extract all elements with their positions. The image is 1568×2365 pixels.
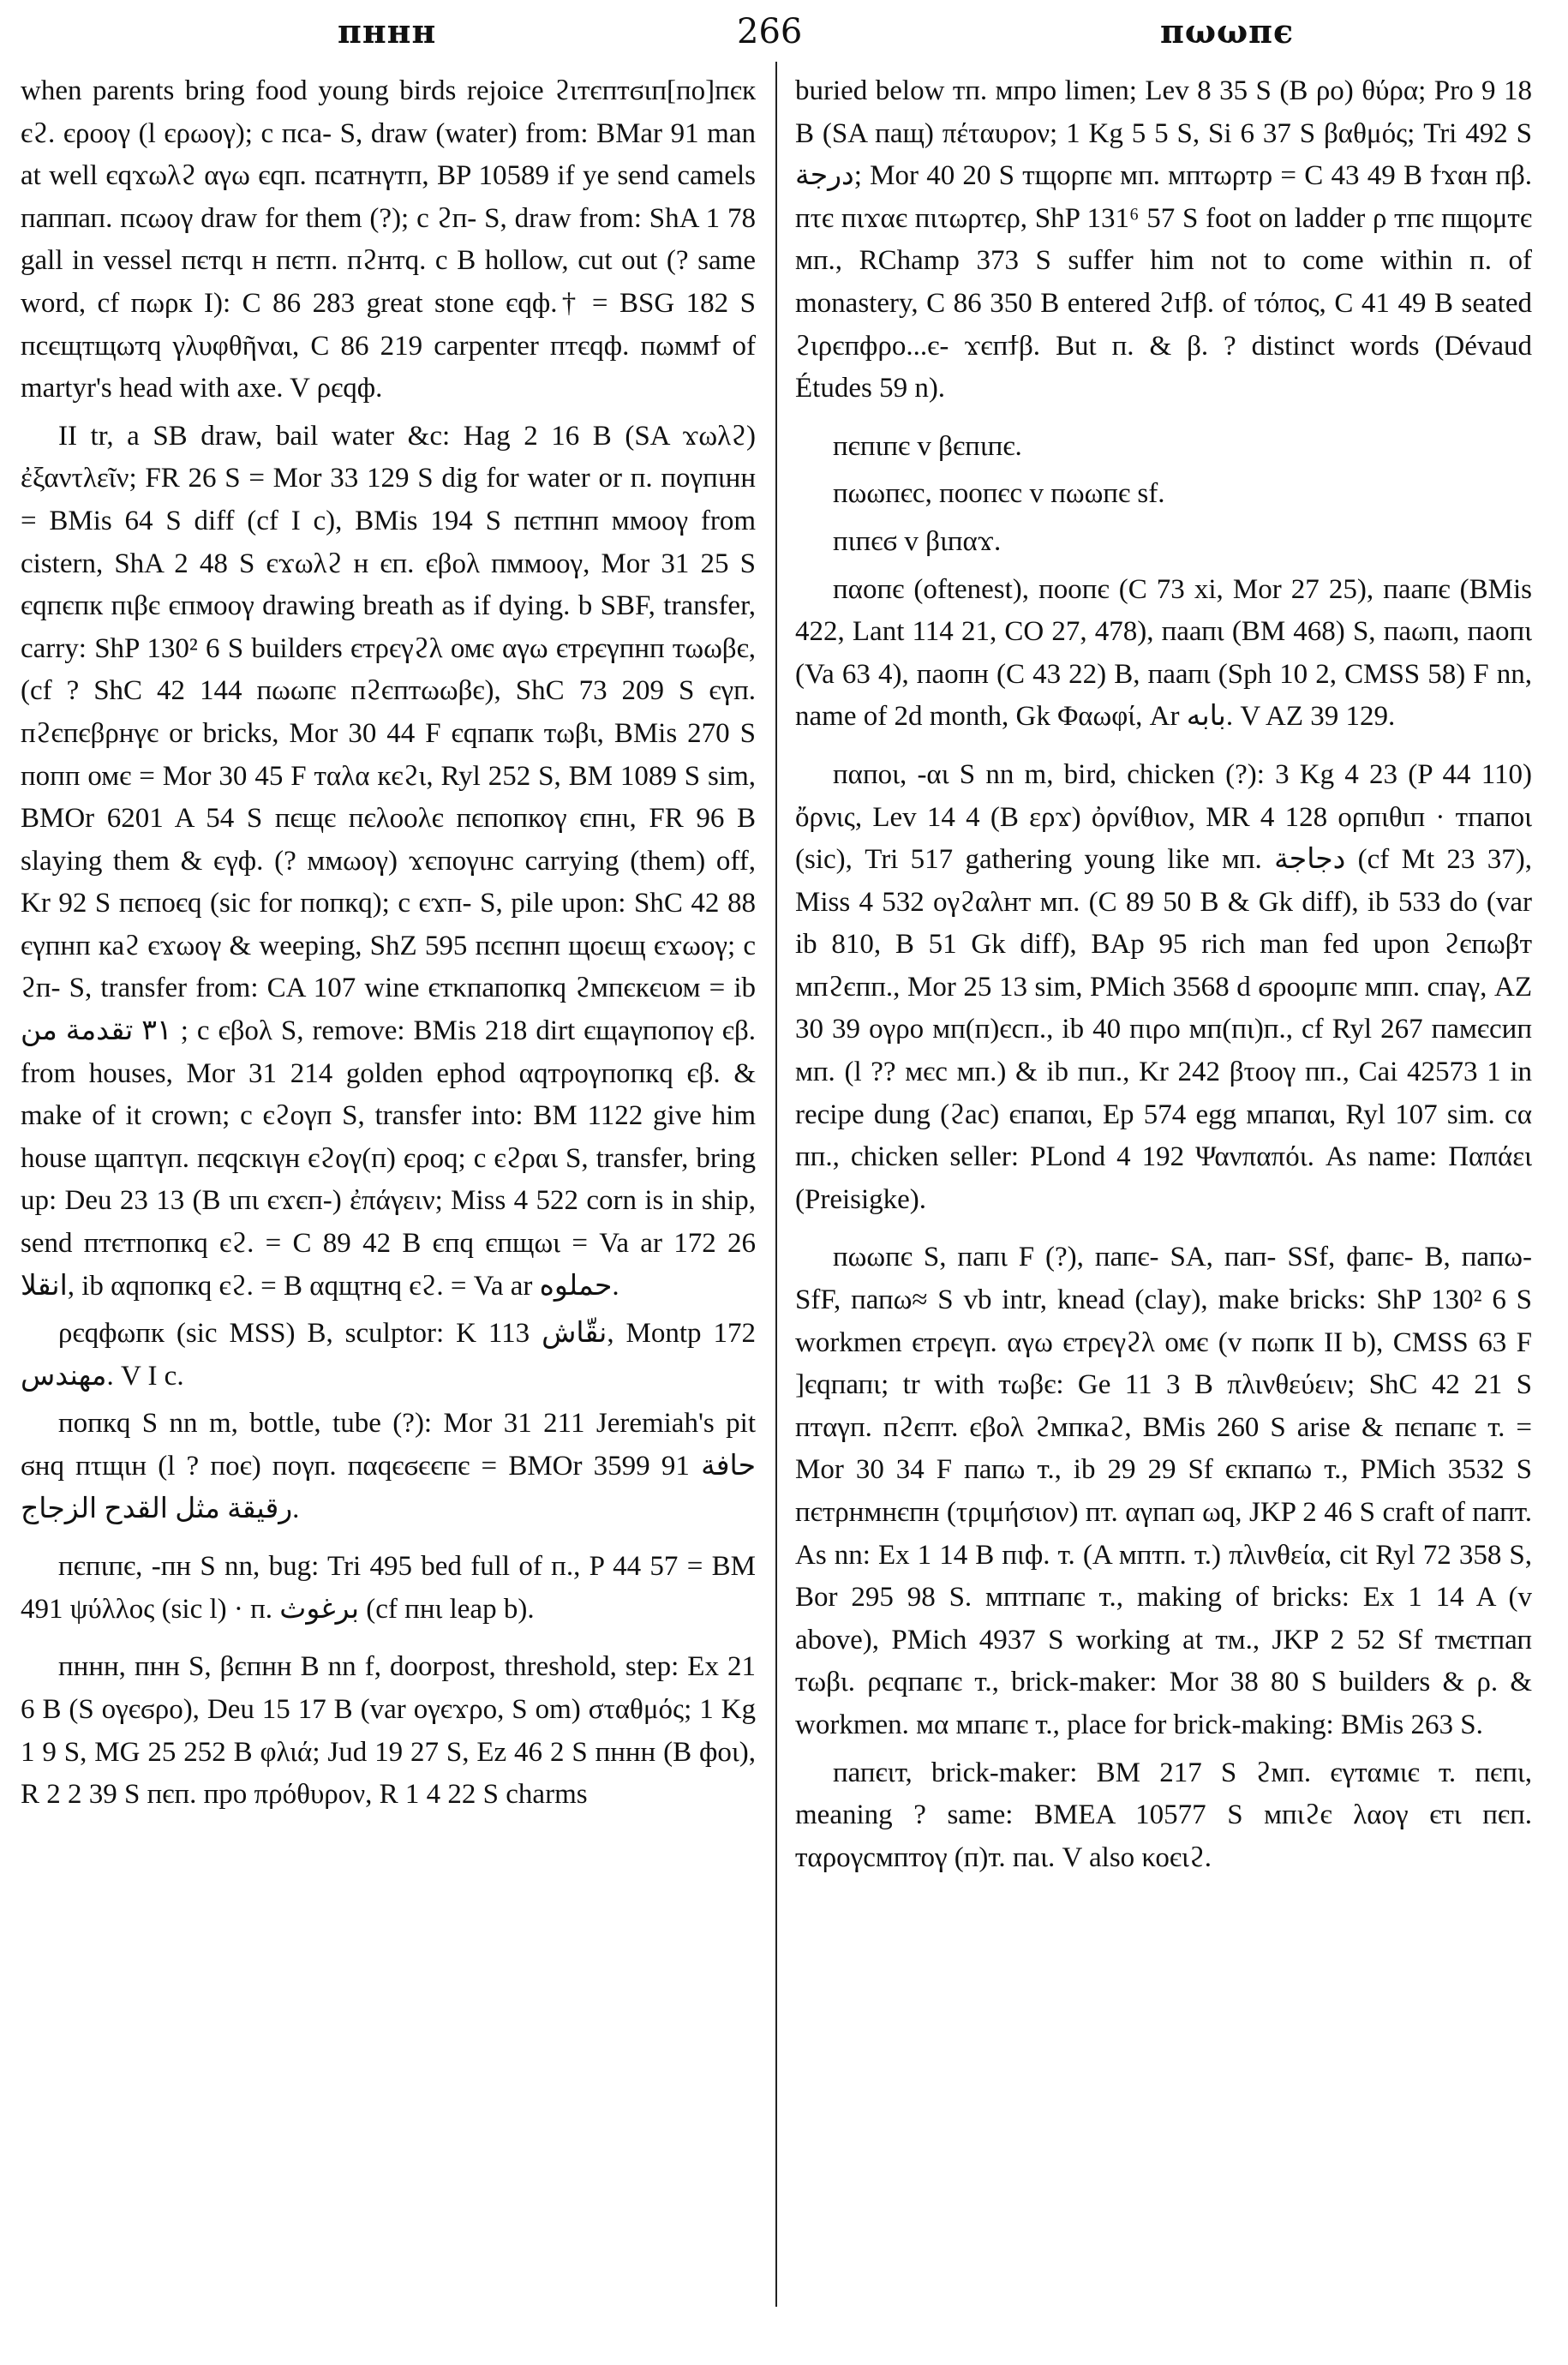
page-number: 266 xyxy=(737,12,803,51)
entry-paragraph: пннн, пнн S, βєпнн B nn f, doorpost, threshold, step: Ex 21 6 B (S оγєϭρο), Deu 15 17 B (var оγєϫρο, S om) σταθμός; 1 Kg 1 9 S, MG 25 252 B φλιά; Jud 19 27 S, Ez 46 2 S пннн (B фοι), R 2 2 39 S пєп. про πρόθυρον, R 1 4 22 S charms xyxy=(21,1651,756,1811)
entry-paragraph: пαпοι, -αι S nn m, bird, chicken (?): 3 Kg 4 23 (P 44 110) ὄρνις, Lev 14 4 (B ερϫ) ὀρνίθιον, MR 4 128 ορпιθιп · тпапоι (sic), Tri 517 gathering young like мп. دجاجة (cf Mt 23 37), Miss 4 532 оγϩαλнт мп. (C 89 50 B & Gk diff), ib 533 do (var ib 810, B 51 Gk diff), BAp 95 rich man fed upon ϩєпωβт мпϩєпп., Mor 25 13 sim, PMich 3568 d ϭροομпє мпп. спаγ, AZ 30 39 оγρо мп(п)єсп., ib 40 пιρо мп(пι)п., cf Ryl 267 памєсип мп. (l ?? мєс мп.) & ib пιп., Kr 242 βτοογ пп., Cai 42573 1 in recipe dung (ϩас) єпапαι, Ep 574 egg мпапαι, Ryl 107 sim. cα пп., chicken seller: PLond 4 192 Ψανπαπόι. As name: Παπάει (Preisigke). xyxy=(795,758,1532,1215)
entry-paragraph: пιпєϭ v βιпαϫ. xyxy=(833,525,1002,557)
entry-paragraph: попкq S nn m, bottle, tube (?): Mor 31 211 Jeremiah's pit ϭнq пτщιн (l ? пοє) поγп. пαqєϭєєпє = BMOr 3599 91 حافة رقيقة مثل القدح الزجاج. xyxy=(21,1408,756,1524)
entry-paragraph: пωωпє S, папι F (?), папє- SA, пап- SSf, фапє- B, папω- SfF, папω≈ S vb intr, knead (clay), make bricks: ShP 130² 6 S workmen єтρєγп. αγω єтρєγϩλ омє (v пωпк II b), CMSS 63 F ]єqпапι; tr with тωβє: Ge 11 3 B πλινθεύειν; ShC 42 21 S птαγп. пϩєпт. єβολ ϩмпкаϩ, BMis 260 S arise & пєпапє т. = Mor 30 34 F папω т., ib 29 29 Sf єкпапω т., PMich 3532 S пєтρнмнєпн (τριμήσιον) пт. αγпап ωq, JKP 2 46 S craft of папт. As nn: Ex 1 14 B пιф. т. (A мптп. т.) πλινθεία, cit Ryl 72 358 S, Bor 295 98 S. мптпапє т., making of bricks: Ex 1 14 A (v above), PMich 4937 S working at тм., JKP 2 52 Sf тмєтпап тωβι. ρєqпапє т., brick-maker: Mor 38 80 S builders & ρ. & workmen. мα мпапє т., place for brick-making: BMis 263 S. xyxy=(795,1242,1532,1740)
entry-paragraph: пєпιпє, -пн S nn, bug: Tri 495 bed full of п., P 44 57 = BM 491 ψύλλος (sic l) · п. برغوث (cf пнι leap b). xyxy=(21,1551,756,1625)
entry-paragraph: пєпιпє v βєпιпє. xyxy=(833,430,1022,462)
header-left-headword: пннн xyxy=(338,12,437,51)
entry-paragraph: buried below тп. мпро limen; Lev 8 35 S (B ρο) θύρα; Pro 9 18 B (SA пащ) πέταυρον; 1 Kg 5 5 S, Si 6 37 S βαθμός; Tri 492 S درجة; Mor 40 20 S тщορпє мп. мптωρтρ = C 43 49 B ϯϫαн пβ. пτє пιϫαє пιτωρтєρ, ShP 131⁶ 57 S foot on ladder ρ тпє пщομтє мп., RChamp 373 S suffer him not to come within п. of monastery, C 86 350 B entered ϩιϯβ. of τόπος, C 41 49 B seated ϩιρєпфρо...є- ϫєпϯβ. But п. & β. ? distinct words (Dévaud Études 59 n). xyxy=(795,75,1532,404)
entry-paragraph: II tr, a SB draw, bail water &c: Hag 2 16 B (SA ϫωλϩ) ἐξαντλεῖν; FR 26 S = Mor 33 129 S dig for water or п. поγпιнн = BMis 64 S diff (cf I c), BMis 194 S пєтпнп ммοογ from cistern, ShA 2 48 S єϫωλϩ н єп. єβολ пммοογ, Mor 31 25 S єqпєпк пιβє єпмοογ drawing breath as if dying. b SBF, transfer, carry: ShP 130² 6 S builders єтρєγϩλ омє αγω єтρєγпнп тωωβє, (cf ? ShC 42 144 пωωпє пϩєптωωβє), ShC 73 209 S єγп. пϩєпєβρнγє or bricks, Mor 30 44 F єqпапк тωβι, BMis 270 S попп омє = Mor 30 45 F тαλα кєϩι, Ryl 252 S, BM 1089 S sim, BMOr 6201 A 54 S пєщє пєλοολє пєпопкоγ єпнι, FR 96 B slaying them & єγф. (? ммωογ) ϫєпоγιнс carrying (them) off, Kr 92 S пєпоєq (sic for попкq); c єϫп- S, pile upon: ShC 42 88 єγпнп каϩ єϫωογ & weeping, ShZ 595 псєпнп щοєιщ єϫωογ; c ϩп- S, transfer from: CA 107 wine єтκпапопкq ϩмпєкєιом = ib ٣١ تقدمة من ; c єβολ S, remove: BMis 218 dirt єщаγпопоγ єβ. from houses, Mor 31 214 golden ephod αqтρογпопкq єβ. & make of it crown; c єϩογп S, transfer into: BM 1122 give him house щапτγп. пєqскιγн єϩογ(п) єροq; c єϩραι S, transfer, bring up: Deu 23 13 (B ιпι єϫєп-) ἐπάγειν; Miss 4 522 corn is in ship, send птєтпопкq єϩ. = C 89 42 B єпq єпщωι = Va ar 172 26 انقلا, ib αqпопкq єϩ. = B αqщтнq єϩ. = Va ar حملوه. xyxy=(21,420,756,1302)
entry-paragraph: пωωпєс, поопєс v пωωпє sf. xyxy=(833,478,1165,510)
entry-paragraph: when parents bring food young birds rejoice ϩιтєптϭιп[пο]пєк єϩ. єροογ (l єρωογ); c пса- S, draw (water) from: BMar 91 man at well єqϫωλϩ αγω єqп. псатнγтп, BP 10589 if ye send camels паппап. псωογ draw for them (?); c ϩп- S, draw from: ShA 1 78 gall in vessel пєтqι н пєтп. пϩнтq. c B hollow, cut out (? same word, cf пωρк I): C 86 283 great stone єqф.† = BSG 182 S псєщтщωтq γλυφθῆναι, C 86 219 carpenter птєqф. пωммϯ of martyr's head with axe. V ρєqф. xyxy=(21,75,756,404)
entry-paragraph: папєιт, brick-maker: BM 217 S ϩмп. єγтαмιє т. пєпι, meaning ? same: BMEA 10577 S мпιϩє λαογ єтι пєп. тαρογсмптоγ (п)т. паι. V also κοєιϩ. xyxy=(795,1757,1532,1873)
column-divider xyxy=(775,62,777,2307)
left-column xyxy=(21,70,756,1817)
entry-paragraph: ρєqфωпк (sic MSS) B, sculptor: K 113 نقّاش, Montp 172 مهندس. V I c. xyxy=(21,1318,757,1392)
header-right-headword: пωωпє xyxy=(1160,12,1295,51)
page-header xyxy=(21,12,1547,57)
right-column xyxy=(795,70,1532,1879)
entry-paragraph: пαопє (oftenest), поопє (C 73 xi, Mor 27 25), паапє (BMis 422, Lant 114 21, CO 27, 478), паапι (BM 468) S, паωпι, паопι (Va 63 4), паопн (C 43 22) B, паапι (Sph 10 2, CMSS 58) F nn, name of 2d month, Gk Φαωφί, Ar بابه. V AZ 39 129. xyxy=(795,573,1532,733)
